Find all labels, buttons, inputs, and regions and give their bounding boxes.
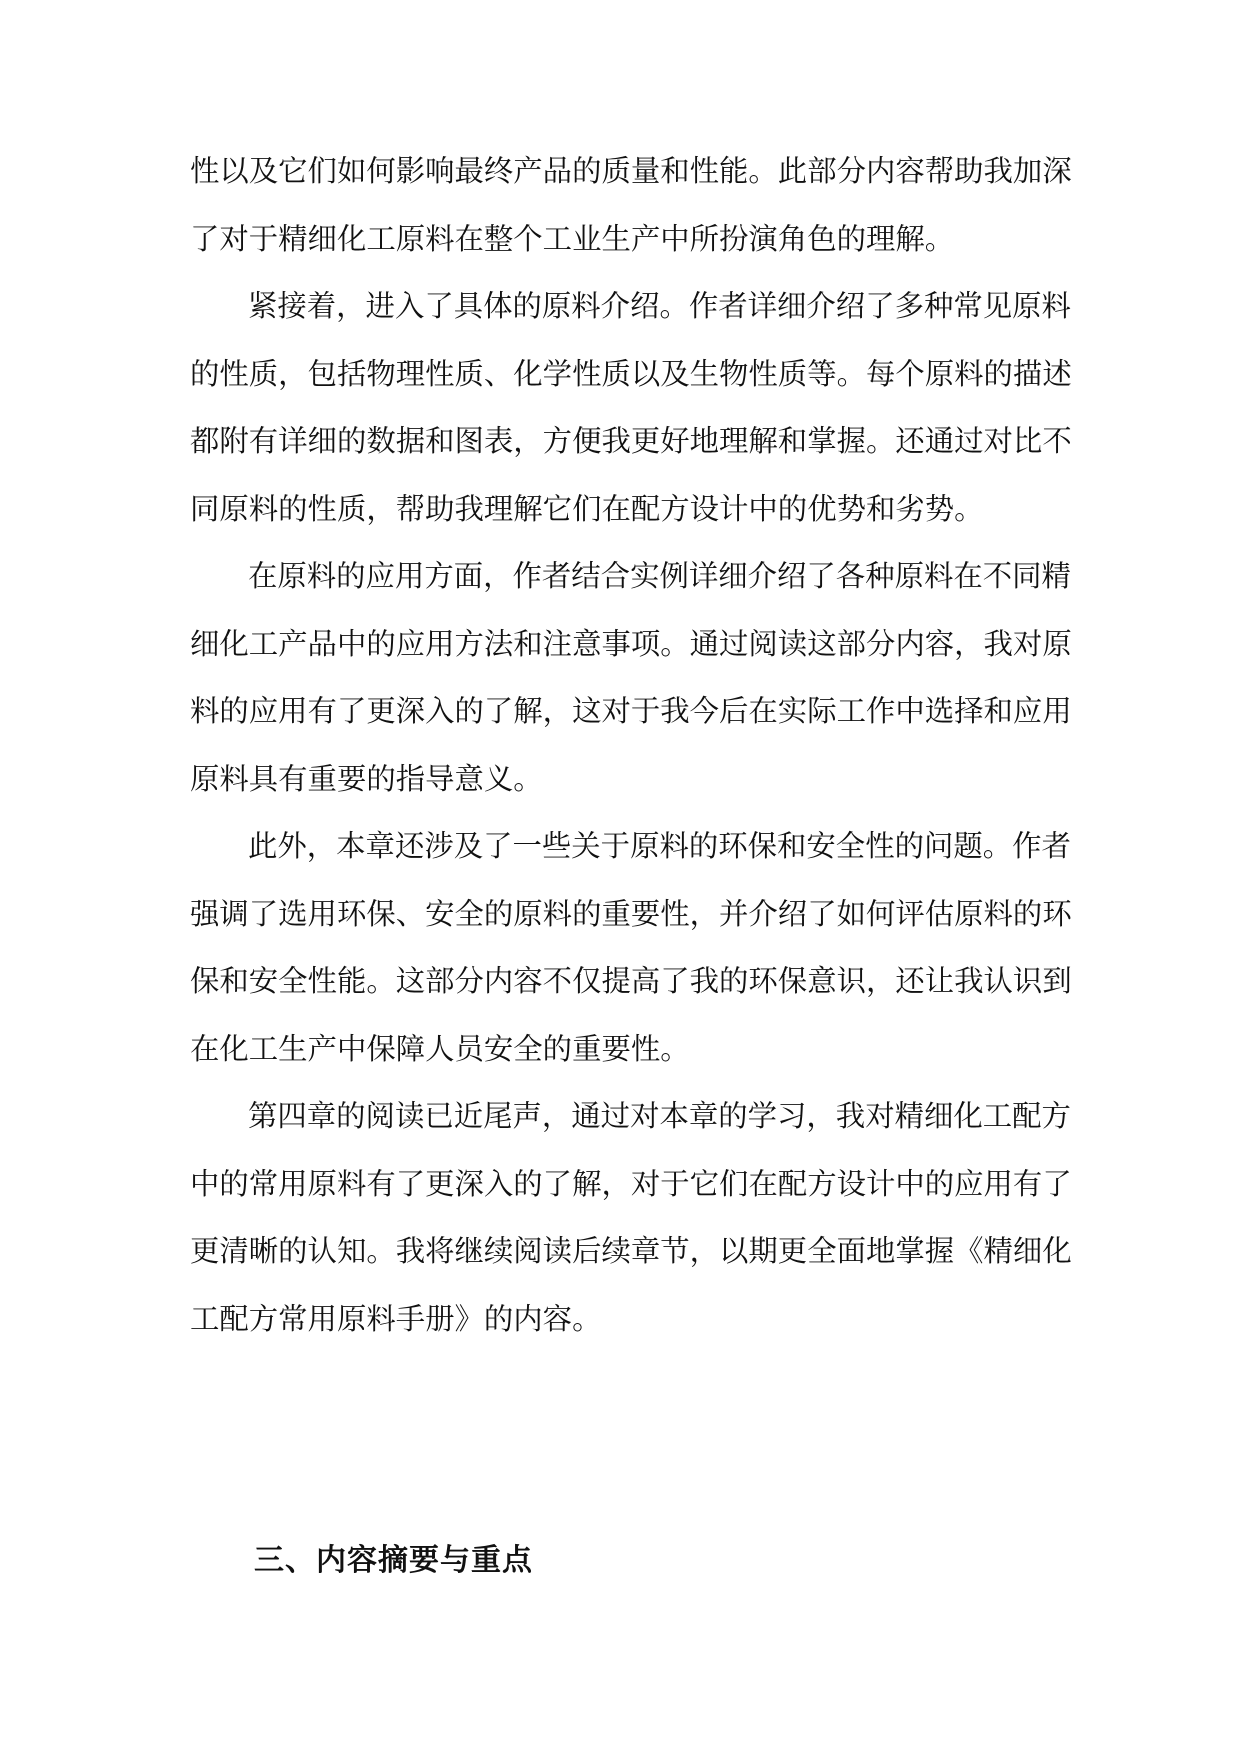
text-line: 原料具有重要的指导意义。	[190, 761, 543, 796]
text-line: 保和安全性能。这部分内容不仅提高了我的环保意识，还让我认识到	[190, 964, 1072, 998]
text-line: 细化工产品中的应用方法和注意事项。通过阅读这部分内容，我对原	[190, 626, 1072, 661]
paragraph	[190, 273, 1072, 543]
text-line: 中的常用原料有了更深入的了解，对于它们在配方设计中的应用有了	[190, 1166, 1072, 1201]
text-line: 紧接着，进入了具体的原料介绍。作者详细介绍了多种常见原料	[248, 289, 1071, 323]
text-line: 了对于精细化工原料在整个工业生产中所扮演角色的理解。	[190, 221, 955, 256]
section-heading: 三、内容摘要与重点	[254, 1543, 533, 1578]
text-line: 工配方常用原料手册》的内容。	[190, 1301, 602, 1336]
text-line: 在原料的应用方面，作者结合实例详细介绍了各种原料在不同精	[248, 559, 1071, 593]
text-line: 的性质，包括物理性质、化学性质以及生物性质等。每个原料的描述	[190, 356, 1072, 391]
body-text	[190, 138, 1072, 1353]
text-line: 此外，本章还涉及了一些关于原料的环保和安全性的问题。作者	[248, 829, 1071, 863]
text-line: 料的应用有了更深入的了解，这对于我今后在实际工作中选择和应用	[190, 694, 1072, 728]
paragraph	[190, 138, 1072, 273]
text-line: 性以及它们如何影响最终产品的质量和性能。此部分内容帮助我加深	[190, 154, 1072, 188]
paragraph	[190, 813, 1072, 1083]
text-line: 在化工生产中保障人员安全的重要性。	[190, 1031, 690, 1066]
text-line: 强调了选用环保、安全的原料的重要性，并介绍了如何评估原料的环	[190, 896, 1072, 931]
text-line: 更清晰的认知。我将继续阅读后续章节，以期更全面地掌握《精细化	[190, 1234, 1072, 1268]
paragraph	[190, 543, 1072, 813]
text-line: 都附有详细的数据和图表，方便我更好地理解和掌握。还通过对比不	[190, 424, 1072, 458]
text-line: 同原料的性质，帮助我理解它们在配方设计中的优势和劣势。	[190, 491, 984, 526]
text-line: 第四章的阅读已近尾声，通过对本章的学习，我对精细化工配方	[248, 1099, 1071, 1133]
paragraph	[190, 1083, 1072, 1353]
